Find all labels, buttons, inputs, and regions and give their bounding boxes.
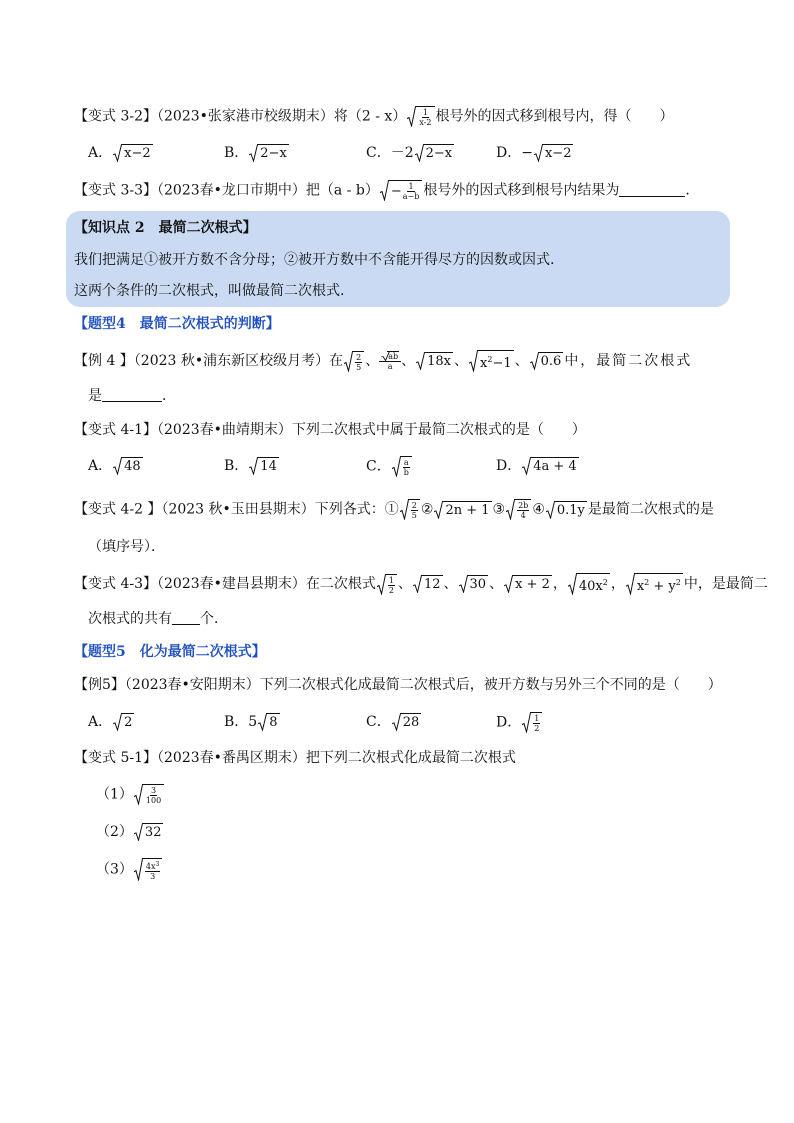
question-4-2-line2: （填序号）． (88, 539, 165, 555)
question-4-2: 【变式 4-2 】（2023 秋•玉田县期末）下列各式：① $\frac{2}{5}$ ② 2n + 1 ③ $\frac{2b}{4}$ ④ 0.1y 是最简二次根式的是 (74, 501, 714, 520)
example-4-line2: 是 ． (88, 388, 176, 404)
question-3-3: 【变式 3-3】（2023春•龙口市期中）把（a - b） − $\frac{1}{a-b}$ 根号外的因式移到根号内结果为 ． (74, 182, 700, 201)
option-d: D．− x−2 (496, 145, 572, 161)
section-title: 【题型4 最简二次根式的判断】 (74, 316, 280, 332)
option-d: D． 4a + 4 (496, 458, 577, 474)
answer-blank[interactable] (619, 182, 685, 197)
question-4-3-line2: 次根式的共有 个． (88, 611, 228, 627)
sub-item-1: （1） $\frac{3}{100}$ (96, 784, 165, 805)
answer-blank[interactable] (172, 610, 200, 625)
example-5: 【例5】（2023春•安阳期末）下列二次根式化成最简二次根式后，被开方数与另外三个不同的是（ ） (74, 677, 722, 693)
question-5-1: 【变式 5-1】（2023春•番禺区期末）把下列二次根式化成最简二次根式 (74, 750, 516, 766)
question-4-1: 【变式 4-1】（2023春•曲靖期末）下列二次根式中属于最简二次根式的是（ ） (74, 422, 586, 438)
knowledge-point-line: 这两个条件的二次根式，叫做最简二次根式. (74, 283, 345, 299)
option-c: C． $\frac{a}{b}$ (366, 456, 413, 477)
sub-item-3: （3） $\frac{4x^3}{3}$ (96, 858, 163, 881)
option-b: B．5 8 (224, 714, 278, 730)
example-4: 【例 4 】（2023 秋•浦东新区校级月考）在 $\frac{2}{5}$ 、 $\frac{ab}{a}$ 、 18x 、 $x^2-1$ 、 0.6 中，最简二次根式 (74, 352, 693, 372)
option-b: B． 2−x (224, 145, 287, 161)
sub-item-2: （2） 32 (96, 824, 162, 840)
knowledge-point-line: 我们把满足①被开方数不含分母；②被开方数中不含能开得尽方的因数或因式. (74, 252, 555, 268)
option-b: B． 14 (224, 458, 277, 474)
question-3-2: 【变式 3-2】（2023•张家港市校级期末）将（2 - x） $\frac{1}{x-2}$ 根号外的因式移到根号内，得（ ） (74, 108, 674, 127)
option-a: A． 48 (88, 458, 141, 474)
answer-blank[interactable] (102, 387, 162, 402)
option-a: A． 2 (88, 714, 133, 730)
option-a: A． x−2 (88, 145, 151, 161)
option-c: C． 28 (366, 714, 420, 730)
knowledge-point-title: 【知识点 2 最简二次根式】 (74, 220, 257, 236)
option-d: D． $\frac{1}{2}$ (496, 712, 543, 733)
knowledge-point-box (66, 211, 730, 307)
option-c: C．－2 2−x (366, 145, 453, 161)
radical: $\frac{1}{x-2}$ (407, 106, 434, 127)
question-4-3: 【变式 4-3】（2023春•建昌县期末）在二次根式 $\frac{1}{2}$ 、 12 、 30 、 x + 2 ， $40x^2$ ， $x^2 + y^2$ 中，是最简二 (74, 573, 768, 595)
section-title: 【题型5 化为最简二次根式】 (74, 644, 266, 660)
